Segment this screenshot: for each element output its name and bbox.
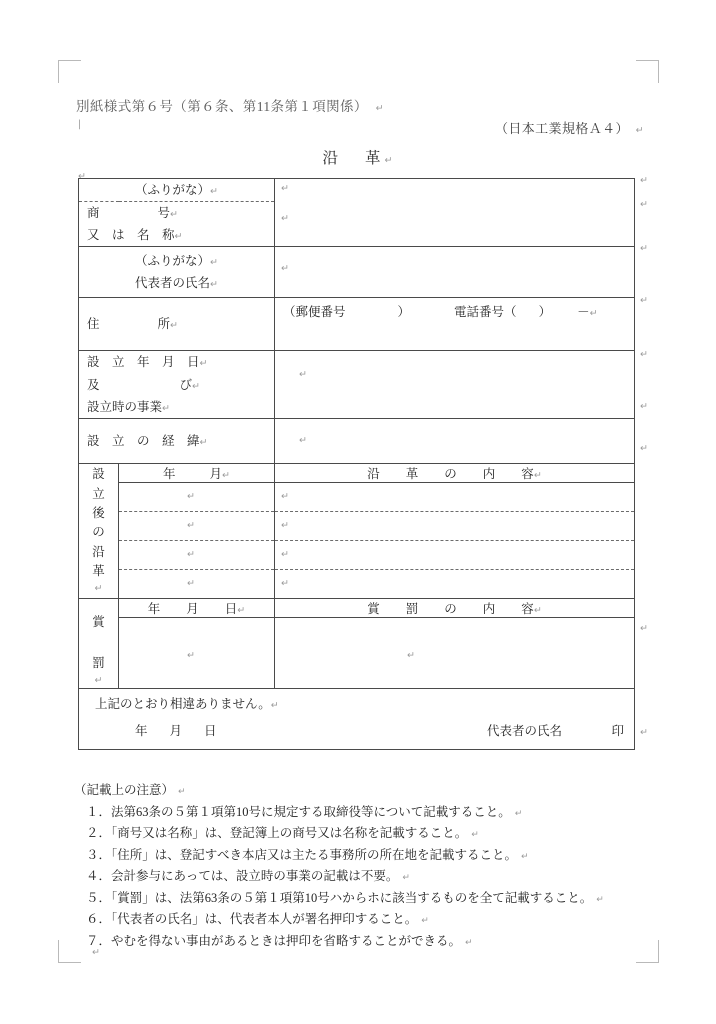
representative-name-label-cell — [79, 247, 275, 298]
declaration-statement: 上記のとおり相違ありません。↵ — [95, 697, 279, 712]
furigana-trade-name-label-cell — [79, 179, 275, 202]
pilcrow-icon: ↵ — [170, 320, 178, 332]
history-entry-content-cell[interactable] — [275, 569, 635, 598]
table-row-founding — [79, 351, 635, 418]
pilcrow-icon: ↵ — [78, 171, 86, 182]
pilcrow-icon: ↵ — [521, 851, 529, 862]
pilcrow-icon: ↵ — [640, 295, 648, 306]
note-item: ３．「住所」は、登記すべき本店又は主たる事務所の所在地を記載すること。 ↵ — [86, 847, 529, 862]
note-item: ５．「賞罰」は、法第63条の５第１項第10号ハからホに該当するものを全て記載すること。 ↵ — [86, 890, 604, 905]
furigana-trade-name-label: （ふりがな）↵ — [135, 183, 218, 197]
jis-standard-text: （日本工業規格Ａ４） — [494, 121, 629, 136]
pilcrow-icon: ↵ — [178, 787, 186, 797]
pilcrow-icon: ↵ — [299, 369, 307, 381]
award-entry-content-cell[interactable] — [275, 618, 635, 689]
table-row-history-entry — [79, 482, 635, 511]
founding-label-line-1: 設 立 年 月 日↵ — [87, 355, 208, 370]
seal-label: 印 — [611, 724, 625, 739]
page-title — [0, 146, 716, 168]
pilcrow-icon: ↵ — [640, 443, 648, 454]
table-row-award-header — [79, 598, 635, 617]
table-row-history-entry — [79, 540, 635, 569]
award-entry-date-cell[interactable] — [119, 618, 275, 689]
phone-label: 電話番号（ — [454, 305, 517, 320]
pilcrow-icon: ↵ — [92, 947, 100, 958]
trade-name-label-cell — [79, 202, 275, 247]
phone-dash: － — [577, 305, 590, 320]
pilcrow-icon: ↵ — [199, 358, 208, 370]
pilcrow-icon: ↵ — [640, 401, 648, 412]
postal-code-label: （郵便番号 — [283, 305, 346, 320]
pilcrow-icon: ↵ — [187, 577, 195, 589]
award-vertical-label-cell — [79, 598, 119, 688]
crop-mark-top-left — [58, 60, 81, 83]
pilcrow-icon: ↵ — [270, 700, 279, 712]
history-entry-date-cell[interactable] — [119, 540, 275, 569]
pilcrow-icon: ↵ — [174, 231, 183, 243]
pilcrow-icon: ↵ — [596, 894, 604, 905]
history-entry-date-cell[interactable] — [119, 569, 275, 598]
founding-input-cell[interactable] — [275, 351, 635, 418]
history-entry-content-cell[interactable] — [275, 511, 635, 540]
founding-label-line-2: 及 び↵ — [87, 377, 200, 392]
crop-mark-top-right — [636, 60, 659, 83]
declaration-representative-name[interactable]: 代表者の氏名 — [487, 724, 563, 739]
address-label: 住 所↵ — [87, 317, 178, 332]
founding-label-line-3: 設立時の事業↵ — [87, 399, 170, 414]
notes-heading: （記載上の注意） ↵ — [74, 783, 186, 797]
pilcrow-icon: ↵ — [187, 490, 195, 502]
pilcrow-icon: ↵ — [299, 434, 307, 446]
pilcrow-icon: ↵ — [237, 604, 246, 616]
pilcrow-icon: ↵ — [281, 577, 289, 589]
history-column-header-content: 沿 革 の 内 容↵ — [275, 463, 635, 482]
page-title-char-2: 革 — [365, 150, 382, 167]
form-code — [76, 95, 384, 115]
pilcrow-icon: ↵ — [281, 490, 289, 502]
history-vertical-label-cell — [79, 463, 119, 598]
representative-name-input-cell[interactable] — [275, 247, 635, 298]
establishment-label-cell — [79, 418, 275, 463]
award-column-header-date: 年 月 日↵ — [119, 598, 275, 617]
table-row-representative-name — [79, 247, 635, 298]
history-column-header-date: 年 月↵ — [119, 463, 275, 482]
founding-label-cell — [79, 351, 275, 418]
establishment-label: 設 立 の 経 緯↵ — [87, 433, 208, 448]
table-row-history-header — [79, 463, 635, 482]
pilcrow-icon: ↵ — [187, 548, 195, 560]
pilcrow-icon: ↵ — [281, 519, 289, 531]
jis-standard-note — [495, 118, 644, 137]
address-label-cell — [79, 298, 275, 351]
pilcrow-icon: ↵ — [187, 650, 195, 662]
pilcrow-icon: ↵ — [162, 402, 170, 414]
declaration-date[interactable]: 年 月 日 — [135, 724, 217, 739]
trade-name-label-line-1: 商 号↵ — [87, 206, 178, 221]
pilcrow-icon: ↵ — [222, 469, 230, 481]
representative-name-label: 代表者の氏名↵ — [135, 276, 218, 291]
address-input-cell[interactable] — [275, 298, 635, 351]
history-form-table — [78, 178, 635, 750]
pilcrow-icon: ↵ — [589, 308, 598, 320]
pilcrow-icon: ↵ — [640, 727, 648, 738]
notes-section — [72, 780, 652, 952]
postal-and-phone-line — [275, 298, 634, 320]
history-vertical-char: 設 — [92, 467, 105, 482]
pilcrow-icon: ↵ — [281, 263, 289, 275]
pilcrow-icon: | — [78, 119, 82, 130]
pilcrow-icon: ↵ — [170, 209, 178, 221]
note-item: ６．「代表者の氏名」は、代表者本人が署名押印すること。 ↵ — [86, 912, 429, 926]
pilcrow-icon: ↵ — [514, 808, 523, 819]
phone-close: ） — [538, 305, 552, 320]
pilcrow-icon: ↵ — [533, 469, 542, 481]
table-row-furigana-trade-name — [79, 179, 635, 202]
history-vertical-char: 後 — [92, 506, 105, 521]
history-entry-date-cell[interactable] — [119, 482, 275, 511]
award-vertical-char: 罰 — [92, 656, 105, 671]
pilcrow-icon: ↵ — [635, 125, 644, 136]
pilcrow-icon: ↵ — [402, 873, 410, 883]
history-vertical-char: 革 — [92, 564, 105, 579]
award-column-header-content: 賞 罰 の 内 容↵ — [275, 598, 635, 617]
furigana-representative-label: （ふりがな）↵ — [135, 254, 218, 269]
pilcrow-icon: ↵ — [407, 650, 415, 662]
pilcrow-icon: ↵ — [384, 155, 394, 166]
page-title-char-1: 沿 — [322, 150, 340, 167]
postal-code-close: ） — [397, 305, 411, 320]
pilcrow-icon: ↵ — [187, 519, 195, 531]
pilcrow-icon: ↵ — [421, 916, 429, 926]
pilcrow-icon: ↵ — [640, 623, 648, 634]
table-row-address — [79, 298, 635, 351]
history-entry-content-cell[interactable] — [275, 482, 635, 511]
pilcrow-icon: ↵ — [640, 243, 648, 254]
table-row-declaration — [79, 689, 635, 750]
pilcrow-icon: ↵ — [94, 582, 103, 594]
award-vertical-char: 賞 — [92, 614, 105, 629]
pilcrow-icon: ↵ — [640, 175, 648, 186]
pilcrow-icon: ↵ — [375, 103, 384, 114]
note-item: ２．「商号又は名称」は、登記簿上の商号又は名称を記載すること。 ↵ — [86, 826, 479, 840]
note-item: ４．会計参与にあっては、設立時の事業の記載は不要。 ↵ — [86, 869, 410, 883]
pilcrow-icon: ↵ — [94, 674, 103, 686]
pilcrow-icon: ↵ — [199, 436, 208, 448]
pilcrow-icon: ↵ — [471, 830, 479, 840]
history-entry-date-cell[interactable] — [119, 511, 275, 540]
furigana-trade-name-input-cell[interactable] — [275, 179, 635, 247]
form-code-text: 別紙様式第６号（第６条、第11条第１項関係） — [76, 99, 368, 114]
declaration-cell — [79, 689, 635, 750]
pilcrow-icon: ↵ — [281, 213, 289, 224]
history-vertical-char: 立 — [92, 486, 105, 501]
pilcrow-icon: ↵ — [281, 548, 289, 560]
pilcrow-icon: ↵ — [210, 186, 218, 197]
pilcrow-icon: ↵ — [210, 257, 218, 269]
history-vertical-char: 沿 — [92, 544, 105, 559]
table-row-history-entry — [79, 569, 635, 598]
history-entry-content-cell[interactable] — [275, 540, 635, 569]
table-row-history-entry — [79, 511, 635, 540]
pilcrow-icon: ↵ — [640, 199, 648, 210]
establishment-input-cell[interactable] — [275, 418, 635, 463]
pilcrow-icon: ↵ — [533, 604, 542, 616]
pilcrow-icon: ↵ — [465, 937, 473, 948]
table-row-award-entry — [79, 618, 635, 689]
table-row-establishment-background — [79, 418, 635, 463]
declaration-signature-line — [79, 721, 634, 748]
pilcrow-icon: ↵ — [640, 349, 648, 360]
trade-name-label-line-2: 又 は 名 称↵ — [87, 228, 183, 243]
pilcrow-icon: ↵ — [281, 183, 289, 194]
pilcrow-icon: ↵ — [210, 279, 218, 291]
note-item: ７．やむを得ない事由があるときは押印を省略することができる。 ↵ — [86, 933, 473, 948]
pilcrow-icon: ↵ — [192, 380, 200, 392]
note-item: １．法第63条の５第１項第10号に規定する取締役等について記載すること。 ↵ — [86, 804, 523, 819]
history-vertical-char: の — [92, 525, 105, 540]
